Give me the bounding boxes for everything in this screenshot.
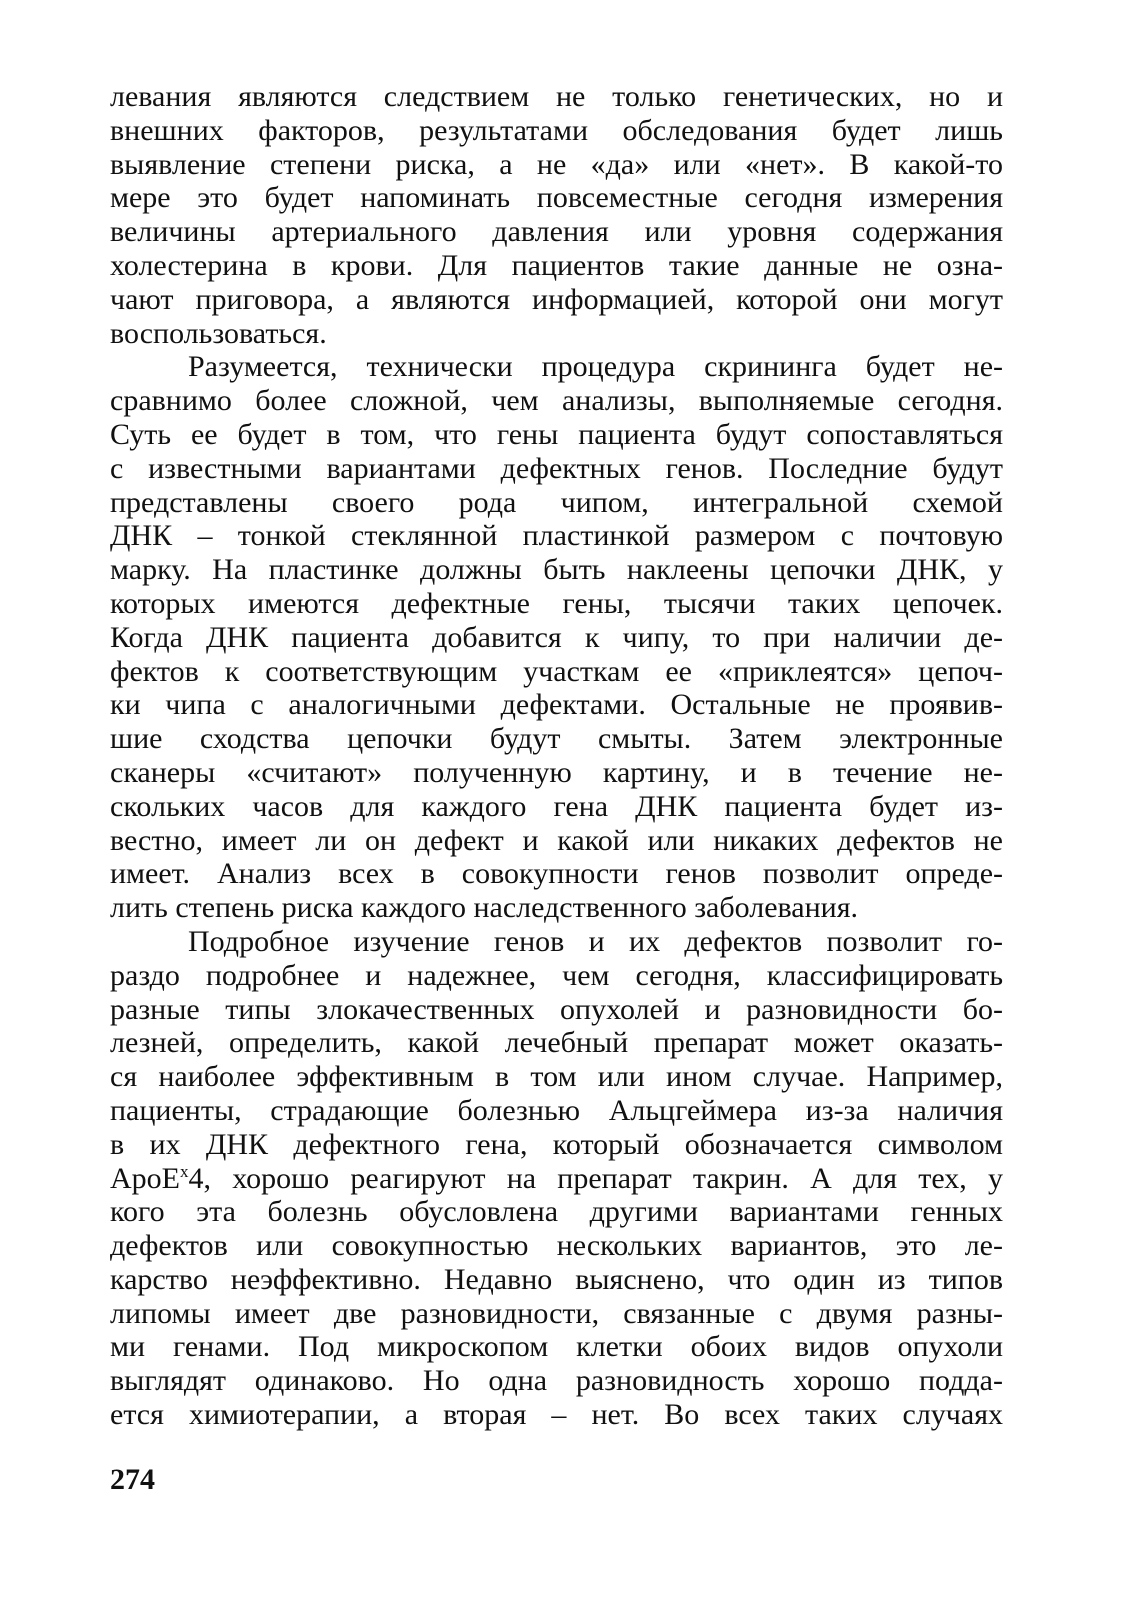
- text-line: воспользоваться.: [110, 316, 327, 350]
- text-line: ся наиболее эффективным в том или ином случае. Например,: [110, 1060, 1003, 1094]
- text-line: лить степень риска каждого наследственного заболевания.: [110, 891, 859, 925]
- text-line: лезней, определить, какой лечебный препарат может оказать-: [110, 1026, 1003, 1060]
- text-line: выявление степени риска, а не «да» или «нет». В какой-то: [110, 147, 1003, 181]
- paragraph: [110, 925, 1003, 1432]
- text-line: мере это будет напоминать повсеместные сегодня измерения: [110, 181, 1003, 215]
- text-line: внешних факторов, результатами обследования будет лишь: [110, 113, 1003, 147]
- page-body: [110, 80, 1003, 1432]
- text-line: ДНК – тонкой стеклянной пластинкой размером с почтовую: [110, 519, 1003, 553]
- text-line: карство неэффективно. Недавно выяснено, что один из типов: [110, 1262, 1003, 1296]
- text-line: пациенты, страдающие болезнью Альцгеймера из-за наличия: [110, 1093, 1003, 1127]
- text-line: представлены своего рода чипом, интегральной схемой: [110, 485, 1003, 519]
- text-line: в их ДНК дефектного гена, который обозначается символом: [110, 1127, 1003, 1161]
- text-line: фектов к соответствующим участкам ее «приклеятся» цепоч-: [110, 654, 1003, 688]
- text-line: липомы имеет две разновидности, связанные с двумя разны-: [110, 1296, 1003, 1330]
- text-line: левания являются следствием не только генетических, но и: [110, 80, 1003, 113]
- text-line: разные типы злокачественных опухолей и разновидности бо-: [110, 992, 1003, 1026]
- text-line: величины артериального давления или уровня содержания: [110, 215, 1003, 249]
- text-line: холестерина в крови. Для пациентов такие данные не озна-: [110, 248, 1003, 282]
- text-line: сравнимо более сложной, чем анализы, выполняемые сегодня.: [110, 384, 1003, 418]
- text-line: скольких часов для каждого гена ДНК пациента будет из-: [110, 789, 1003, 823]
- text-line: имеет. Анализ всех в совокупности генов позволит опреде-: [110, 857, 1003, 891]
- text-line: ется химиотерапии, а вторая – нет. Во всех таких случаях: [110, 1398, 1003, 1432]
- text-line: Суть ее будет в том, что гены пациента будут сопоставляться: [110, 417, 1003, 451]
- text-line: вестно, имеет ли он дефект и какой или никаких дефектов не: [110, 823, 1003, 857]
- text-line: кого эта болезнь обусловлена другими вариантами генных: [110, 1195, 1003, 1229]
- text-line: раздо подробнее и надежнее, чем сегодня, классифицировать: [110, 958, 1003, 992]
- text-line: которых имеются дефектные гены, тысячи таких цепочек.: [110, 586, 1003, 620]
- text-line: Подробное изучение генов и их дефектов позволит го-: [188, 924, 1003, 958]
- text-line: марку. На пластинке должны быть наклеены цепочки ДНК, у: [110, 553, 1003, 587]
- text-line: ApoE$^x$4, хорошо реагируют на препарат такрин. А для тех, у: [110, 1161, 1003, 1195]
- text-line: сканеры «считают» полученную картину, и в течение не-: [110, 755, 1003, 789]
- text-line: Когда ДНК пациента добавится к чипу, то при наличии де-: [110, 620, 1003, 654]
- text-line: ки чипа с аналогичными дефектами. Остальные не проявив-: [110, 688, 1003, 722]
- paragraph: [110, 80, 1003, 350]
- paragraph: [110, 350, 1003, 925]
- text-line: с известными вариантами дефектных генов. Последние будут: [110, 451, 1003, 485]
- superscript: x: [180, 1161, 189, 1181]
- page-number: 274: [110, 1463, 155, 1496]
- text-line: ми генами. Под микроскопом клетки обоих видов опухоли: [110, 1330, 1003, 1364]
- text-line: шие сходства цепочки будут смыты. Затем электронные: [110, 722, 1003, 756]
- text-line: выглядят одинаково. Но одна разновидность хорошо подда-: [110, 1364, 1003, 1398]
- text-line: Разумеется, технически процедура скрининга будет не-: [188, 350, 1003, 384]
- text-line: чают приговора, а являются информацией, которой они могут: [110, 282, 1003, 316]
- text-line: дефектов или совокупностью нескольких вариантов, это ле-: [110, 1229, 1003, 1263]
